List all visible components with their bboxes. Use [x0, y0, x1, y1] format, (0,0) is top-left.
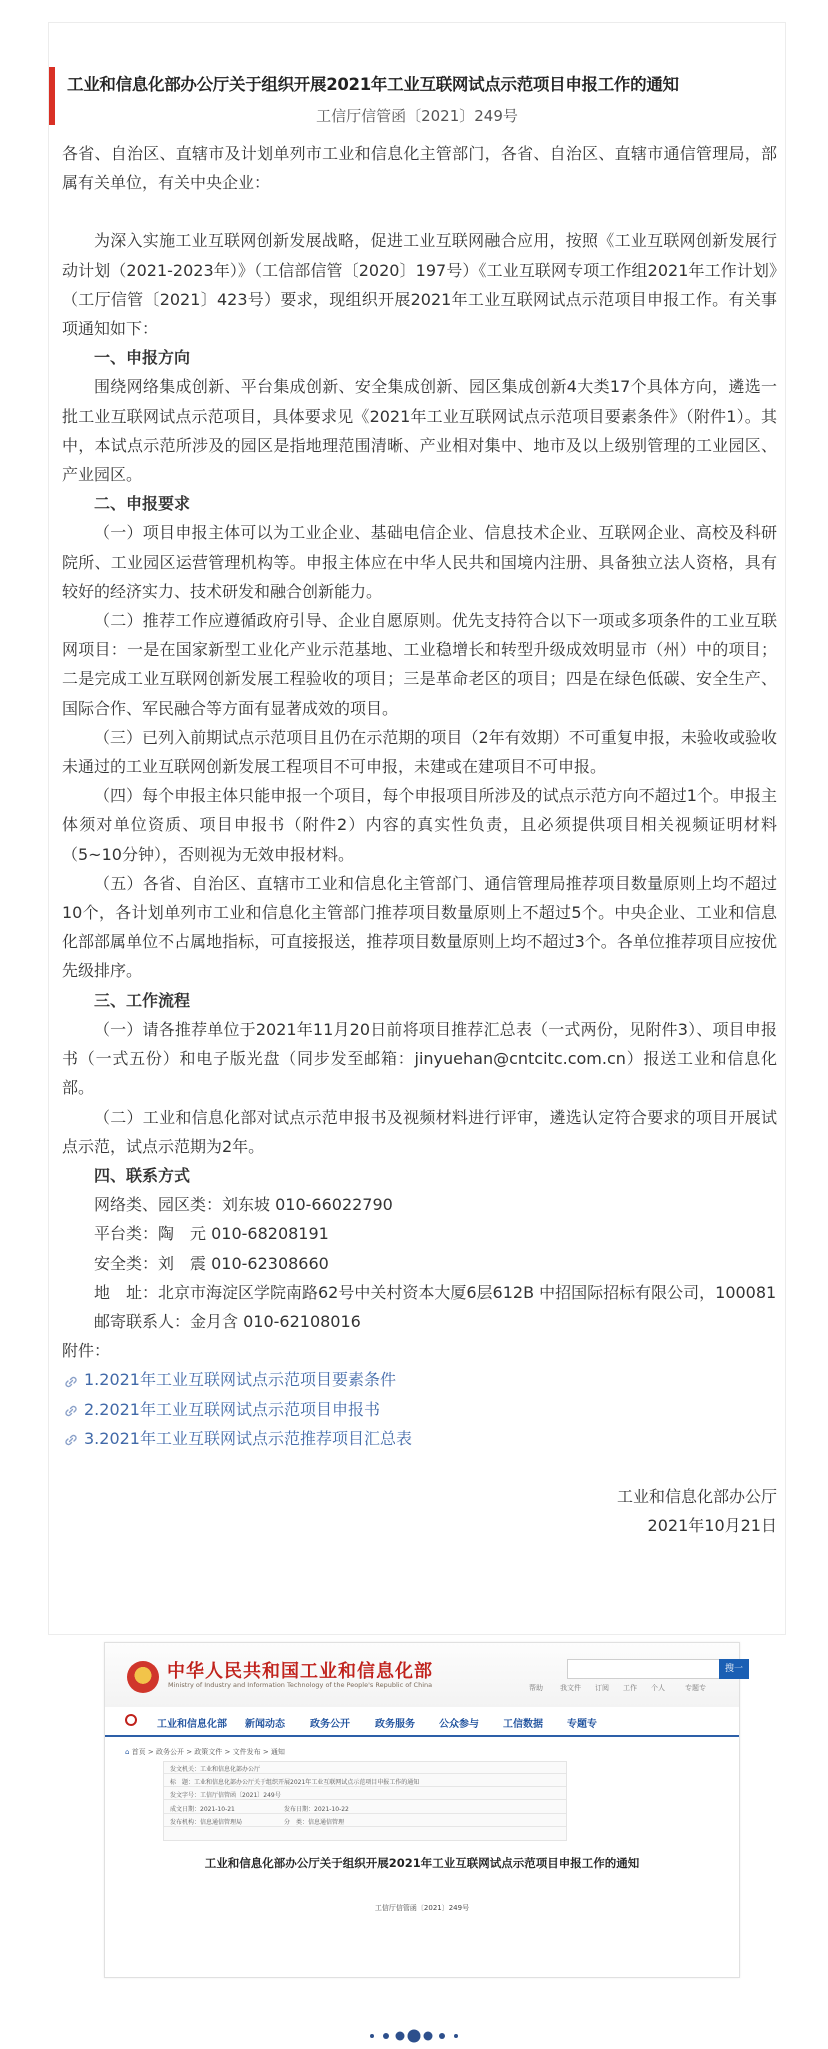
- attachment-title[interactable]: 2.2021年工业互联网试点示范项目申报书: [84, 1399, 380, 1419]
- link-icon: [62, 1371, 80, 1389]
- screenshot-notice-title: 工业和信息化部办公厅关于组织开展2021年工业互联网试点示范项目申报工作的通知: [204, 1856, 640, 1870]
- carousel-dot[interactable]: [383, 2033, 389, 2039]
- site-name-english: Ministry of Industry and Information Technology of the People's Republic of China: [168, 1681, 433, 1689]
- breadcrumb-text[interactable]: 首页 > 政务公开 > 政策文件 > 文件发布 > 通知: [131, 1748, 285, 1756]
- section-heading-3: 三、工作流程: [94, 990, 191, 1010]
- section-heading-2: 二、申报要求: [94, 494, 191, 514]
- link-icon: [62, 1429, 80, 1447]
- issue-date: 2021年10月21日: [647, 1516, 777, 1536]
- attachment-title[interactable]: 3.2021年工业互联网试点示范推荐项目汇总表: [84, 1428, 412, 1448]
- nav-item[interactable]: 政务服务: [375, 1719, 415, 1730]
- carousel-dot[interactable]: [370, 2034, 374, 2038]
- carousel-dot-active[interactable]: [408, 2030, 421, 2043]
- carousel-dot[interactable]: [439, 2033, 445, 2039]
- website-screenshot: [104, 1642, 743, 1978]
- attachment-link-1[interactable]: [62, 1365, 777, 1394]
- carousel-dot[interactable]: [424, 2032, 433, 2041]
- quick-link[interactable]: 我文件: [560, 1684, 581, 1692]
- signatory: 工业和信息化部办公厅: [616, 1486, 777, 1506]
- quick-link[interactable]: 个人: [651, 1684, 665, 1692]
- site-nav: [105, 1709, 739, 1737]
- section-heading-4: 四、联系方式: [94, 1165, 191, 1185]
- meta-category: 分 类：信息通信管理: [284, 1819, 345, 1826]
- notice-body: [62, 139, 777, 1540]
- quick-link[interactable]: 工作: [623, 1684, 637, 1692]
- link-icon: [62, 1400, 80, 1418]
- nav-item[interactable]: 专题专: [567, 1719, 597, 1730]
- section-2-paragraph-3: （三）已列入前期试点示范项目且仍在示范期的项目（2年有效期）不可重复申报，未验收或验收未通过的工业互联网创新发展工程项目不可申报，未建或在建项目不可申报。: [62, 727, 777, 777]
- section-3-paragraph-2: （二）工业和信息化部对试点示范申报书及视频材料进行评审，遴选认定符合要求的项目开展试点示范，试点示范期为2年。: [62, 1107, 777, 1156]
- contact-security: 安全类：刘 震 010-62308660: [94, 1253, 329, 1273]
- quick-link[interactable]: 专题专: [685, 1684, 706, 1692]
- breadcrumb: [125, 1747, 285, 1757]
- home-small-icon: ⌂: [125, 1748, 132, 1756]
- attachment-link-2[interactable]: [62, 1395, 777, 1424]
- intro-paragraph: 为深入实施工业互联网创新发展战略，促进工业互联网融合应用，按照《工业互联网创新发展行动计划（2021-2023年）》（工信部信管〔2020〕197号）《工业互联网专项工作组2021年工作计划》（工厅信管〔2021〕423号）要求，现组织开展2021年工业互联网试点示范项目申报工作。有关事项通知如下：: [62, 231, 777, 339]
- section-heading-1: 一、申报方向: [94, 348, 191, 368]
- section-2-paragraph-2: （二）推荐工作应遵循政府引导、企业自愿原则。优先支持符合以下一项或多项条件的工业互联网项目：一是在国家新型工业化产业示范基地、工业稳增长和转型升级成效明显市（州）中的项目；二是完成工业互联网创新发展工程验收的项目；三是革命老区的项目；四是在绿色低碳、安全生产、国际合作、军民融合等方面有显著成效的项目。: [62, 611, 777, 718]
- section-2-paragraph-4: （四）每个申报主体只能申报一个项目，每个申报项目所涉及的试点示范方向不超过1个。申报主体须对单位资质、项目申报书（附件2）内容的真实性负责，且必须提供项目相关视频证明材料（5~10分钟），否则视为无效申报材料。: [62, 786, 777, 864]
- document-meta-table: [163, 1761, 567, 1841]
- meta-created-date: 成文日期：2021-10-21: [170, 1806, 235, 1813]
- section-2-paragraph-5: （五）各省、自治区、直辖市工业和信息化主管部门、通信管理局推荐项目数量原则上均不超过10个，各计划单列市工业和信息化主管部门推荐项目数量原则上不超过5个。中央企业、工业和信息化部部属单位不占属地指标，可直接报送，推荐项目数量原则上均不超过3个。各单位推荐项目应按优先级排序。: [62, 873, 777, 981]
- site-header: [105, 1643, 743, 1707]
- meta-published-date: 发布日期：2021-10-22: [284, 1806, 349, 1813]
- section-2-paragraph-1: （一）项目申报主体可以为工业企业、基础电信企业、信息技术企业、互联网企业、高校及科研院所、工业园区运营管理机构等。申报主体应在中华人民共和国境内注册、具备独立法人资格，具有较好的经济实力、技术研发和融合创新能力。: [62, 523, 777, 601]
- site-name: 中华人民共和国工业和信息化部: [167, 1661, 433, 1682]
- national-emblem-icon: [127, 1661, 159, 1693]
- meta-doc-number: 发文字号：工信厅信管函〔2021〕249号: [170, 1792, 281, 1799]
- notice-card: [48, 22, 786, 1635]
- section-3-paragraph-1: （一）请各推荐单位于2021年11月20日前将项目推荐汇总表（一式两份，见附件3）、项目申报书（一式五份）和电子版光盘（同步发至邮箱：jinyuehan@cntcitc.com.cn）报送工业和信息化部。: [62, 1019, 777, 1098]
- carousel-indicator: [0, 2028, 828, 2044]
- notice-title: 工业和信息化部办公厅关于组织开展2021年工业互联网试点示范项目申报工作的通知: [67, 75, 679, 94]
- carousel-dot[interactable]: [454, 2034, 458, 2038]
- carousel-dot[interactable]: [396, 2032, 405, 2041]
- quick-link[interactable]: 订阅: [595, 1684, 609, 1692]
- home-icon[interactable]: [125, 1714, 137, 1726]
- quick-link[interactable]: 帮助: [529, 1684, 543, 1692]
- attachments-label: 附件：: [62, 1341, 111, 1361]
- nav-item[interactable]: 公众参与: [439, 1719, 479, 1730]
- section-1-paragraph: 围绕网络集成创新、平台集成创新、安全集成创新、园区集成创新4大类17个具体方向，遴选一批工业互联网试点示范项目，具体要求见《2021年工业互联网试点示范项目要素条件》（附件1）。其中，本试点示范所涉及的园区是指地理范围清晰、产业相对集中、地市及以上级别管理的工业园区、产业园区。: [62, 377, 777, 485]
- screenshot-doc-number: 工信厅信管函〔2021〕249号: [374, 1904, 470, 1912]
- notice-header: [49, 47, 785, 125]
- notice-doc-number: 工信厅信管函〔2021〕249号: [316, 107, 518, 125]
- site-search-button[interactable]: 搜一: [719, 1659, 749, 1679]
- contact-network: 网络类、园区类：刘东坡 010-66022790: [94, 1195, 393, 1215]
- meta-org: 发布机构：信息通信管理局: [170, 1819, 243, 1826]
- attachment-link-3[interactable]: [62, 1424, 777, 1453]
- nav-item[interactable]: 政务公开: [310, 1719, 350, 1730]
- nav-item[interactable]: 工业和信息化部: [157, 1719, 227, 1730]
- contact-address: 地 址：北京市海淀区学院南路62号中关村资本大厦6层612B 中招国际招标有限公司，100081: [94, 1282, 777, 1302]
- contact-platform: 平台类：陶 元 010-68208191: [94, 1224, 329, 1244]
- nav-item[interactable]: 新闻动态: [245, 1719, 285, 1730]
- salutation: 各省、自治区、直辖市及计划单列市工业和信息化主管部门，各省、自治区、直辖市通信管理局，部属有关单位，有关中央企业：: [62, 144, 777, 193]
- nav-item[interactable]: 工信数据: [503, 1719, 543, 1730]
- meta-issuer: 发文机关：工业和信息化部办公厅: [170, 1766, 261, 1773]
- attachment-title[interactable]: 1.2021年工业互联网试点示范项目要素条件: [84, 1370, 396, 1390]
- mail-contact: 邮寄联系人：金月含 010-62108016: [94, 1311, 361, 1331]
- site-search-input[interactable]: [567, 1659, 729, 1679]
- meta-title: 标 题：工业和信息化部办公厅关于组织开展2021年工业互联网试点示范项目申报工作的通知: [170, 1779, 420, 1786]
